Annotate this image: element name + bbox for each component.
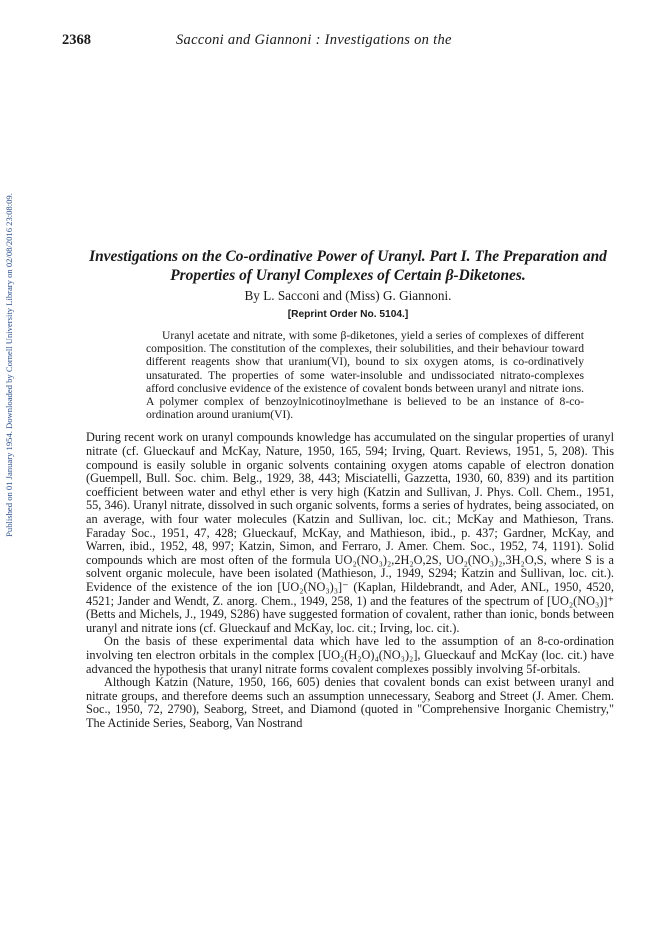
- body-paragraph: On the basis of these experimental data which have led to the assumption of an 8-co-ordination involving ten electron orbitals in the complex [UO₂(H₂O)₄(NO₃)₂], Glueckauf and McKay (loc. cit.) have advanced the hypothesis that uranyl nitrate forms covalent complexes possibly involving 5f-orbitals.: [86, 634, 614, 676]
- article-title: Investigations on the Co-ordinative Power of Uranyl. Part I. The Preparation and Properties of Uranyl Complexes of Certain β-Diketones.: [89, 248, 607, 284]
- body-paragraph: During recent work on uranyl compounds knowledge has accumulated on the singular properties of uranyl nitrate (cf. Glueckauf and McKay, Nature, 1950, 165, 594; Irving, Quart. Reviews, 1951, 5, 208). This compound is easily soluble in organic solvents containing oxygen atoms capable of electron donation (Guempell, Bull. Soc. chim. Belg., 1929, 38, 443; Misciatelli, Gazzetta, 1930, 60, 839) and its partition coefficient between water and ethyl ether is very high (Katzin and Sullivan, J. Phys. Coll. Chem., 1951, 55, 346). Uranyl nitrate, dissolved in such organic solvents, forms a series of hydrates, being associated, on an average, with four water molecules (Katzin and Sullivan, loc. cit.; McKay and Mathieson, Trans. Faraday Soc., 1951, 47, 428; Glueckauf, McKay, and Mathieson, ibid., p. 437; Gardner, McKay, and Warren, ibid., 1952, 48, 997; Katzin, Simon, and Ferraro, J. Amer. Chem. Soc., 1952, 74, 1191). Solid compounds which are most often of the formula UO₂(NO₃)₂,2H₂O,2S, UO₂(NO₃)₂,3H₂O,S, where S is a solvent organic molecule, have been isolated (Mathieson, J., 1949, S294; Katzin and Sullivan, loc. cit.). Evidence of the existence of the ion [UO₂(NO₃)₃]⁻ (Kaplan, Hildebrandt, and Ader, ANL, 1950, 4520, 4521; Jander and Wendt, Z. anorg. Chem., 1949, 258, 1) and the features of the spectrum of [UO₂(NO₃)]⁺ (Betts and Michels, J., 1949, S286) have suggested formation of covalent, rather than ionic, bonds between uranyl and nitrate ions (cf. Glueckauf and McKay, loc. cit.; Irving, loc. cit.).: [86, 430, 614, 635]
- download-watermark-text: Published on 01 January 1954. Downloaded by Cornell University Library on 02/08/2016 23:08:09.: [4, 193, 14, 537]
- download-watermark: [2, 150, 16, 580]
- article: [78, 247, 618, 730]
- body-paragraph: Although Katzin (Nature, 1950, 166, 605) denies that covalent bonds can exist between uranyl and nitrate groups, and therefore deems such an assumption unnecessary, Seaborg and Street (J. Amer. Chem. Soc., 1950, 72, 2790), Seaborg, Street, and Diamond (quoted in "Comprehensive Inorganic Chemistry," The Actinide Series, Seaborg, Van Nostrand: [86, 675, 614, 730]
- article-authors: By L. Sacconi and (Miss) G. Giannoni.: [244, 288, 452, 303]
- reprint-order: [Reprint Order No. 5104.]: [287, 309, 409, 320]
- running-head: [62, 32, 618, 50]
- running-head-title: Sacconi and Giannoni : Investigations on the: [176, 32, 452, 48]
- article-body: [78, 431, 618, 730]
- page-number: 2368: [62, 32, 91, 48]
- abstract: Uranyl acetate and nitrate, with some β-diketones, yield a series of complexes of different composition. The constitution of the complexes, their solubilities, and their behaviour toward different reagents show that uranium(VI), bound to six oxygen atoms, is co-ordinatively unsaturated. The properties of some water-insoluble and undissociated nitrato-complexes afford conclusive evidence of the existence of covalent bonds between uranyl and nitrate ions. A polymer complex of benzoylnicotinoylmethane is believed to be an instance of 8-co-ordination around uranium(VI).: [146, 329, 584, 422]
